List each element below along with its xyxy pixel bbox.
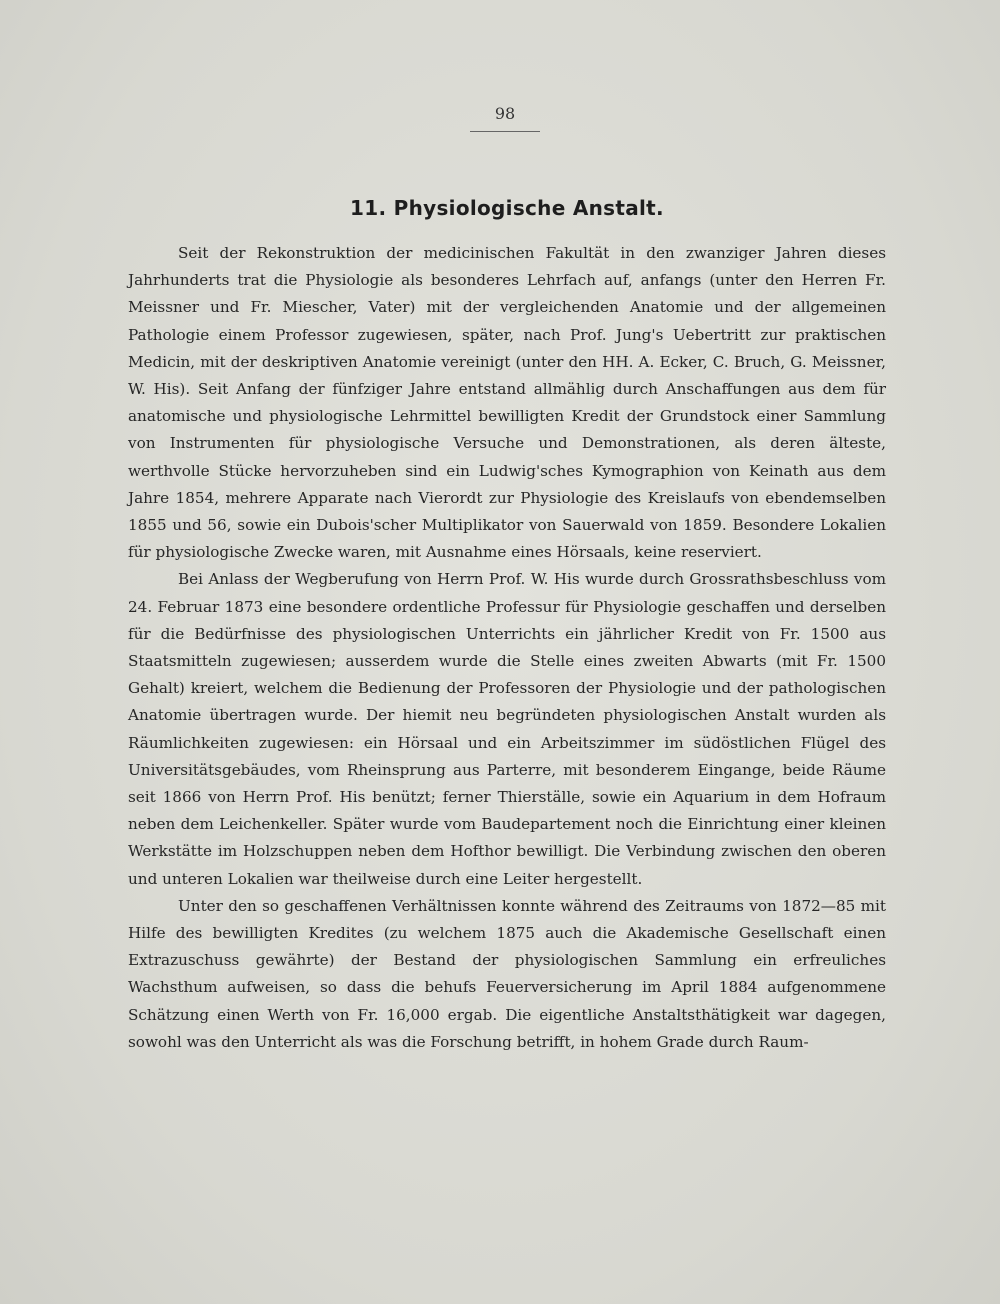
section-title: 11. Physiologische Anstalt. (350, 196, 664, 220)
paragraph-3: Unter den so geschaffenen Verhältnissen konnte während des Zeitraums von 1872—85 mit Hilfe des bewilligten Kredites (zu welchem 1875 auch die Akademische Gesellschaft einen Extrazuschuss gewährte) der Bestand der physiologischen Sammlung ein erfreuliches Wachsthum aufweisen, so dass die behufs Feuerversicherung im April 1884 aufgenommene Schätzung einen Werth von Fr. 16,000 ergab. Die eigentliche Anstaltsthätigkeit war dagegen, sowohl was den Unterricht als was die Forschung betrifft, in hohem Grade durch Raum- (128, 896, 886, 1051)
page-number: 98 (470, 104, 540, 132)
paragraph-2: Bei Anlass der Wegberufung von Herrn Prof. W. His wurde durch Grossrathsbeschluss vom 24. Februar 1873 eine besondere ordentliche Professur für Physiologie geschaffen und derselben für die Bedürfnisse des physiologischen Unterrichts ein jährlicher Kredit von Fr. 1500 aus Staatsmitteln zugewiesen; ausserdem wurde die Stelle eines zweiten Abwarts (mit Fr. 1500 Gehalt) kreiert, welchem die Bedienung der Professoren der Physiologie und der pathologischen Anatomie übertragen wurde. Der hiemit neu begründeten physiologischen Anstalt wurden als Räumlichkeiten zugewiesen: ein Hörsaal und ein Arbeitszimmer im südöstlichen Flügel des Universitätsgebäudes, vom Rheinsprung aus Parterre, mit besonderem Eingange, beide Räume seit 1866 von Herrn Prof. His benützt; ferner Thierställe, sowie ein Aquarium in dem Hofraum neben dem Leichenkeller. Später wurde vom Baudepartement noch die Einrichtung einer kleinen Werkstätte im Holzschuppen neben dem Hofthor bewilligt. Die Verbindung zwischen den oberen und unteren Lokalien war theilweise durch eine Leiter hergestellt. (128, 570, 886, 888)
body-text (128, 240, 886, 1056)
paragraph-1: Seit der Rekonstruktion der medicinischen Fakultät in den zwanziger Jahren dieses Jahrhunderts trat die Physiologie als besonderes Lehrfach auf, anfangs (unter den Herren Fr. Meissner und Fr. Miescher, Vater) mit der vergleichenden Anatomie und der allgemeinen Pathologie einem Professor zugewiesen, später, nach Prof. Jung's Uebertritt zur praktischen Medicin, mit der deskriptiven Anatomie vereinigt (unter den HH. A. Ecker, C. Bruch, G. Meissner, W. His). Seit Anfang der fünfziger Jahre entstand allmählig durch Anschaffungen aus dem für anatomische und physiologische Lehrmittel bewilligten Kredit der Grundstock einer Sammlung von Instrumenten für physiologische Versuche und Demonstrationen, als deren älteste, werthvolle Stücke hervorzuheben sind ein Ludwig'sches Kymographion von Keinath aus dem Jahre 1854, mehrere Apparate nach Vierordt zur Physiologie des Kreislaufs von ebendemselben 1855 und 56, sowie ein Dubois'scher Multiplikator von Sauerwald von 1859. Besondere Lokalien für physiologische Zwecke waren, mit Ausnahme eines Hörsaals, keine reserviert. (128, 244, 886, 562)
